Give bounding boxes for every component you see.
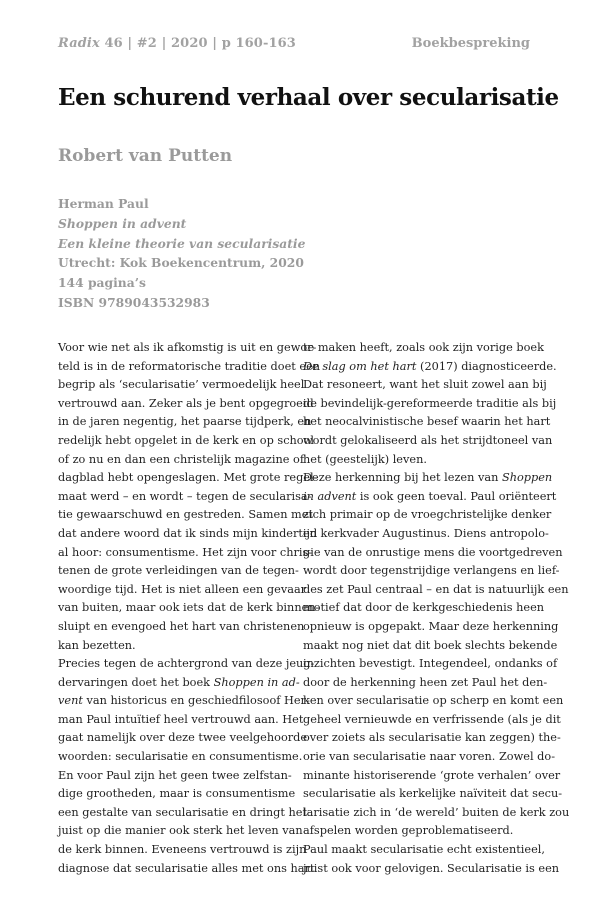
article-author: Robert van Putten	[58, 146, 233, 166]
text-line	[303, 358, 557, 377]
text-line	[303, 488, 557, 507]
text-line: minante historiserende ‘grote verhalen’ over	[303, 768, 561, 782]
text-line: een gestalte van secularisatie en dringt het	[58, 805, 307, 819]
paragraph	[303, 339, 557, 469]
text-line: gaat namelijk over deze twee veelgehoorde	[58, 731, 308, 745]
text-line: begrip als ‘secularisatie’ vermoedelijk heel	[58, 378, 305, 392]
text-line: woorden: secularisatie en consumentisme.	[58, 750, 303, 764]
text-line	[58, 692, 310, 711]
text-line: en kerkvader Augustinus. Diens antropolo-	[303, 526, 549, 540]
text-line: of zo nu en dan een christelijk magazine of	[58, 452, 304, 466]
text-line: Voor wie net als ik afkomstig is uit en gewor-	[58, 341, 317, 354]
text-line: Paul maakt secularisatie echt existentieel,	[303, 843, 545, 857]
text-line: Dat resoneert, want het sluit zowel aan bij	[303, 378, 547, 392]
text-line: motief dat door de kerkgeschiedenis heen	[303, 601, 545, 615]
text-line: afspelen worden geproblematiseerd.	[303, 824, 514, 838]
book-title-ref: vent	[58, 694, 83, 708]
book-title-ref: Shoppen in ad-	[213, 675, 300, 689]
text-line: orie van secularisatie naar voren. Zowel do-	[303, 750, 556, 764]
text-line: het neocalvinistische besef waarin het hart	[303, 415, 551, 429]
text-line: maat werd – en wordt – tegen de secularisa-	[58, 489, 312, 503]
article-title: Een schurend verhaal over secularisatie	[58, 84, 559, 111]
book-info	[58, 194, 458, 313]
text-line: Precies tegen de achtergrond van deze jeug-	[58, 657, 315, 671]
paragraph	[303, 841, 560, 878]
book-title: Shoppen in advent	[58, 215, 187, 231]
paragraph	[303, 469, 570, 841]
text-line: dat andere woord dat ik sinds mijn kindertijd	[58, 526, 318, 540]
text-line: teld is in de reformatorische traditie doet een	[58, 359, 321, 373]
text-run: Deze herkenning bij het lezen van	[303, 471, 502, 485]
issue-info: 46 | #2 | 2020 | p 160-163	[99, 36, 296, 51]
body-column-right	[303, 339, 570, 878]
book-subtitle: Een kleine theorie van secularisatie	[58, 235, 306, 251]
text-line: over zoiets als secularisatie kan zeggen) the-	[303, 731, 561, 745]
text-line: in de jaren negentig, het paarse tijdperk, en	[58, 415, 312, 429]
text-line: kan bezetten.	[58, 638, 136, 652]
text-line: het (geestelijk) leven.	[303, 452, 427, 466]
text-line: geheel vernieuwde en verfrissende (als je dit	[303, 712, 561, 726]
text-line: gie van de onrustige mens die voortgedreven	[303, 545, 563, 559]
text-run: (2017) diagnosticeerde.	[416, 359, 557, 373]
body-column-left	[58, 339, 321, 878]
text-line: wordt gelokaliseerd als het strijdtoneel van	[303, 433, 553, 447]
text-line: door de herkenning heen zet Paul het den-	[303, 675, 548, 689]
text-line: sluipt en evengoed het hart van christenen	[58, 619, 305, 633]
text-line	[58, 674, 300, 693]
text-line: al hoor: consumentisme. Het zijn voor chris-	[58, 545, 313, 559]
book-isbn: ISBN 9789043532983	[58, 294, 210, 310]
text-line: zich primair op de vroegchristelijke denker	[303, 508, 552, 522]
paragraph	[58, 339, 321, 655]
running-header-citation	[58, 36, 296, 51]
book-publisher: Utrecht: Kok Boekencentrum, 2020	[58, 255, 304, 271]
text-line: larisatie zich in ‘de wereld’ buiten de kerk zou	[303, 805, 570, 819]
text-run: is ook geen toeval. Paul oriënteert	[356, 489, 557, 503]
book-title-ref: in advent	[303, 489, 357, 503]
text-line: En voor Paul zijn het geen twee zelfstan-	[58, 768, 292, 782]
text-line: opnieuw is opgepakt. Maar deze herkenning	[303, 619, 559, 633]
book-pages: 144 pagina’s	[58, 275, 146, 291]
text-run: van historicus en geschiedfilosoof Her-	[82, 694, 310, 708]
text-line: des zet Paul centraal – en dat is natuurlijk een	[303, 582, 569, 596]
text-line: de kerk binnen. Eveneens vertrouwd is zijn	[58, 843, 307, 857]
text-line: ken over secularisatie op scherp en komt een	[303, 694, 564, 708]
section-label: Boekbespreking	[411, 36, 530, 51]
text-line	[303, 469, 553, 488]
text-line: diagnose dat secularisatie alles met ons hart	[58, 861, 315, 875]
book-title-ref: De slag om het hart	[303, 359, 417, 373]
text-line: secularisatie als kerkelijke naïviteit dat secu-	[303, 787, 563, 801]
text-line: van buiten, maar ook iets dat de kerk binnen-	[58, 601, 320, 615]
text-line: dagblad hebt opengeslagen. Met grote regel-	[58, 471, 318, 485]
text-line: de bevindelijk-gereformeerde traditie als bij	[303, 396, 557, 410]
text-line: juist ook voor gelovigen. Secularisatie is een	[303, 861, 560, 875]
text-line: tenen de grote verleidingen van de tegen-	[58, 564, 299, 578]
paragraph	[58, 655, 315, 878]
text-line: vertrouwd aan. Zeker als je bent opgegroeid	[58, 396, 314, 410]
text-line: inzichten bevestigt. Integendeel, ondanks of	[303, 657, 558, 671]
text-line: redelijk hebt opgelet in de kerk en op school	[58, 433, 315, 447]
text-line: juist op die manier ook sterk het leven van	[58, 824, 303, 838]
text-line: man Paul intuïtief heel vertrouwd aan. Het	[58, 712, 304, 726]
text-line: wordt door tegenstrijdige verlangens en lief-	[303, 564, 560, 578]
text-line: woordige tijd. Het is niet alleen een gevaar	[58, 582, 307, 596]
text-line: te maken heeft, zoals ook zijn vorige boek	[303, 341, 544, 354]
text-line: tie gewaarschuwd en gestreden. Samen met	[58, 508, 313, 522]
text-line: maakt nog niet dat dit boek slechts bekende	[303, 638, 558, 652]
journal-name: Radix	[58, 36, 100, 51]
text-run: dervaringen doet het boek	[58, 675, 214, 689]
text-line: dige grootheden, maar is consumentisme	[58, 787, 296, 801]
book-title-ref: Shoppen	[501, 471, 553, 485]
book-author: Herman Paul	[58, 196, 149, 211]
